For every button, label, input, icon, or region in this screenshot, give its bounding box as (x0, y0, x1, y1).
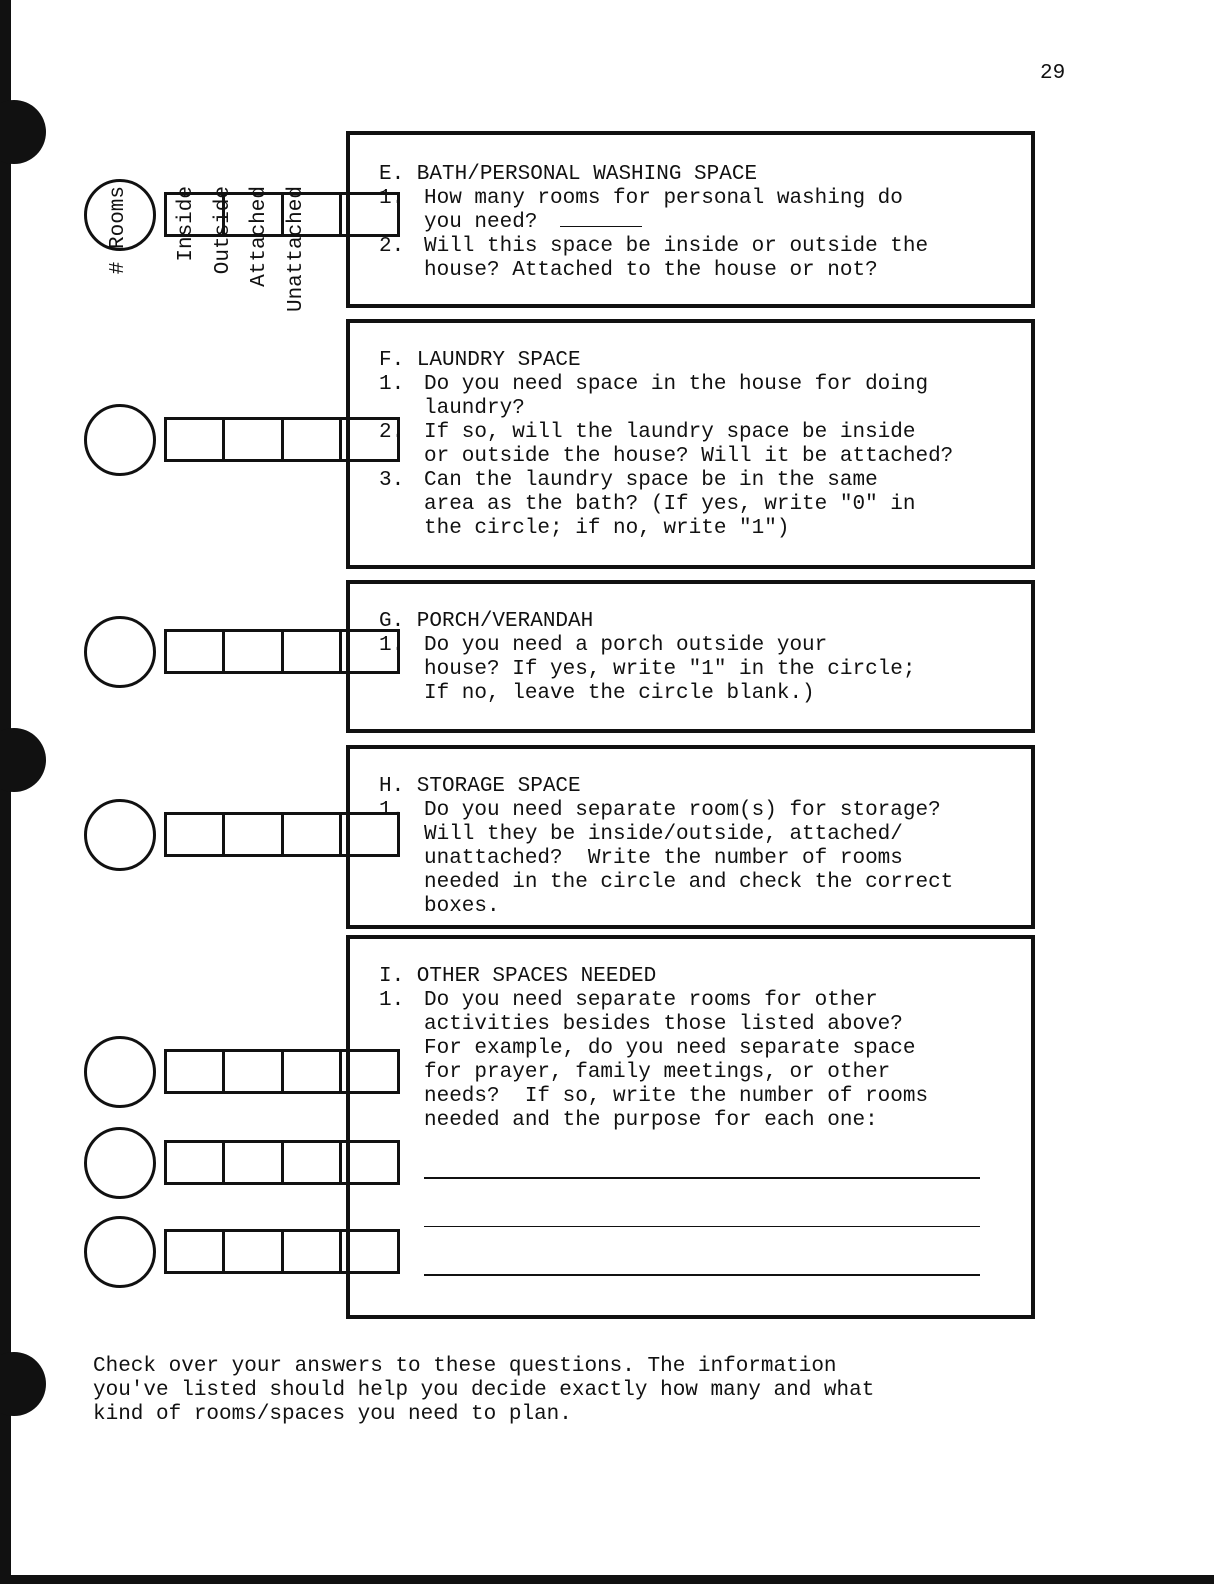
outside-checkbox[interactable] (225, 1143, 283, 1182)
attached-checkbox[interactable] (284, 632, 342, 671)
question-number: 2. (379, 235, 405, 258)
page-number: 29 (1040, 62, 1066, 85)
column-header-unattached: Unattached (285, 186, 308, 313)
attached-checkbox[interactable] (284, 420, 342, 459)
question-item (379, 421, 1023, 469)
question-text: Do you need separate room(s) for storage? Will they be inside/outside, attached/ unattached? Write the number of rooms needed in the circle and check the correct boxes. (424, 799, 954, 918)
question-number: 1. (379, 187, 405, 210)
answer-blank-line[interactable] (424, 1274, 980, 1276)
inside-checkbox[interactable] (167, 1232, 225, 1271)
outside-checkbox[interactable] (225, 420, 283, 459)
answer-blank-line[interactable] (560, 208, 642, 227)
answer-lines (379, 1177, 1023, 1276)
section-laundry (346, 319, 1035, 569)
column-header-attached: Attached (248, 186, 271, 287)
inside-checkbox[interactable] (167, 1143, 225, 1182)
outside-checkbox[interactable] (225, 1232, 283, 1271)
rooms-count-circle[interactable] (84, 404, 156, 476)
answer-blank-line[interactable] (424, 1226, 980, 1228)
column-header-inside: Inside (175, 186, 198, 262)
binder-hole (0, 100, 46, 164)
inside-checkbox[interactable] (167, 420, 225, 459)
question-item (379, 373, 1023, 421)
rooms-count-circle[interactable] (84, 616, 156, 688)
rooms-count-circle[interactable] (84, 799, 156, 871)
question-text: How many rooms for personal washing do you need? (424, 187, 903, 234)
section-porch (346, 580, 1035, 733)
section-heading: F. LAUNDRY SPACE (379, 349, 581, 372)
section-heading: G. PORCH/VERANDAH (379, 610, 594, 633)
question-number: 2. (379, 421, 405, 444)
question-text: Do you need a porch outside your house? If yes, write "1" in the circle; If no, leave the circle blank.) (424, 634, 916, 705)
section-storage (346, 745, 1035, 929)
question-text: Do you need separate rooms for other activities besides those listed above? For example, do you need separate space for prayer, family meetings, or other needs? If so, write the number of rooms needed and the purpose for each one: (424, 989, 929, 1132)
inside-checkbox[interactable] (167, 815, 225, 854)
inside-checkbox[interactable] (167, 632, 225, 671)
attached-checkbox[interactable] (284, 1143, 342, 1182)
outside-checkbox[interactable] (225, 1052, 283, 1091)
outside-checkbox[interactable] (225, 195, 283, 234)
outside-checkbox[interactable] (225, 815, 283, 854)
question-text: If so, will the laundry space be inside or outside the house? Will it be attached? (424, 421, 954, 468)
section-heading: H. STORAGE SPACE (379, 775, 581, 798)
attached-checkbox[interactable] (284, 815, 342, 854)
attached-checkbox[interactable] (284, 1232, 342, 1271)
rooms-count-circle[interactable] (84, 1216, 156, 1288)
question-number: 1. (379, 989, 405, 1012)
closing-instructions: Check over your answers to these questions. The information you've listed should help you decide exactly how many and what kind of rooms/spaces you need to plan. (93, 1355, 875, 1426)
question-number: 1. (379, 799, 405, 822)
question-item (379, 235, 1023, 283)
question-number: 3. (379, 469, 405, 492)
rooms-count-circle[interactable] (84, 179, 156, 251)
question-number: 1. (379, 634, 405, 657)
page-bottom-border (0, 1575, 1214, 1584)
section-bath (346, 131, 1035, 308)
column-header-rooms: # Rooms (107, 186, 130, 275)
question-number: 1. (379, 373, 405, 396)
question-item (379, 187, 1023, 235)
binder-hole (0, 1352, 46, 1416)
question-item (379, 799, 1023, 919)
rooms-count-circle[interactable] (84, 1036, 156, 1108)
question-text: Do you need space in the house for doing laundry? (424, 373, 929, 420)
question-text: Can the laundry space be in the same area as the bath? (If yes, write "0" in the circle; if no, write "1") (424, 469, 916, 540)
binder-hole (0, 728, 46, 792)
section-heading: I. OTHER SPACES NEEDED (379, 965, 657, 988)
column-header-outside: Outside (212, 186, 235, 275)
outside-checkbox[interactable] (225, 632, 283, 671)
question-item (379, 989, 1023, 1133)
section-heading: E. BATH/PERSONAL WASHING SPACE (379, 163, 758, 186)
attached-checkbox[interactable] (284, 195, 342, 234)
page-left-border (0, 0, 11, 1584)
section-other-spaces (346, 935, 1035, 1319)
inside-checkbox[interactable] (167, 1052, 225, 1091)
question-text: Will this space be inside or outside the house? Attached to the house or not? (424, 235, 929, 282)
answer-blank-line[interactable] (424, 1177, 980, 1179)
attached-checkbox[interactable] (284, 1052, 342, 1091)
inside-checkbox[interactable] (167, 195, 225, 234)
rooms-count-circle[interactable] (84, 1127, 156, 1199)
question-item (379, 634, 1023, 706)
question-item (379, 469, 1023, 541)
